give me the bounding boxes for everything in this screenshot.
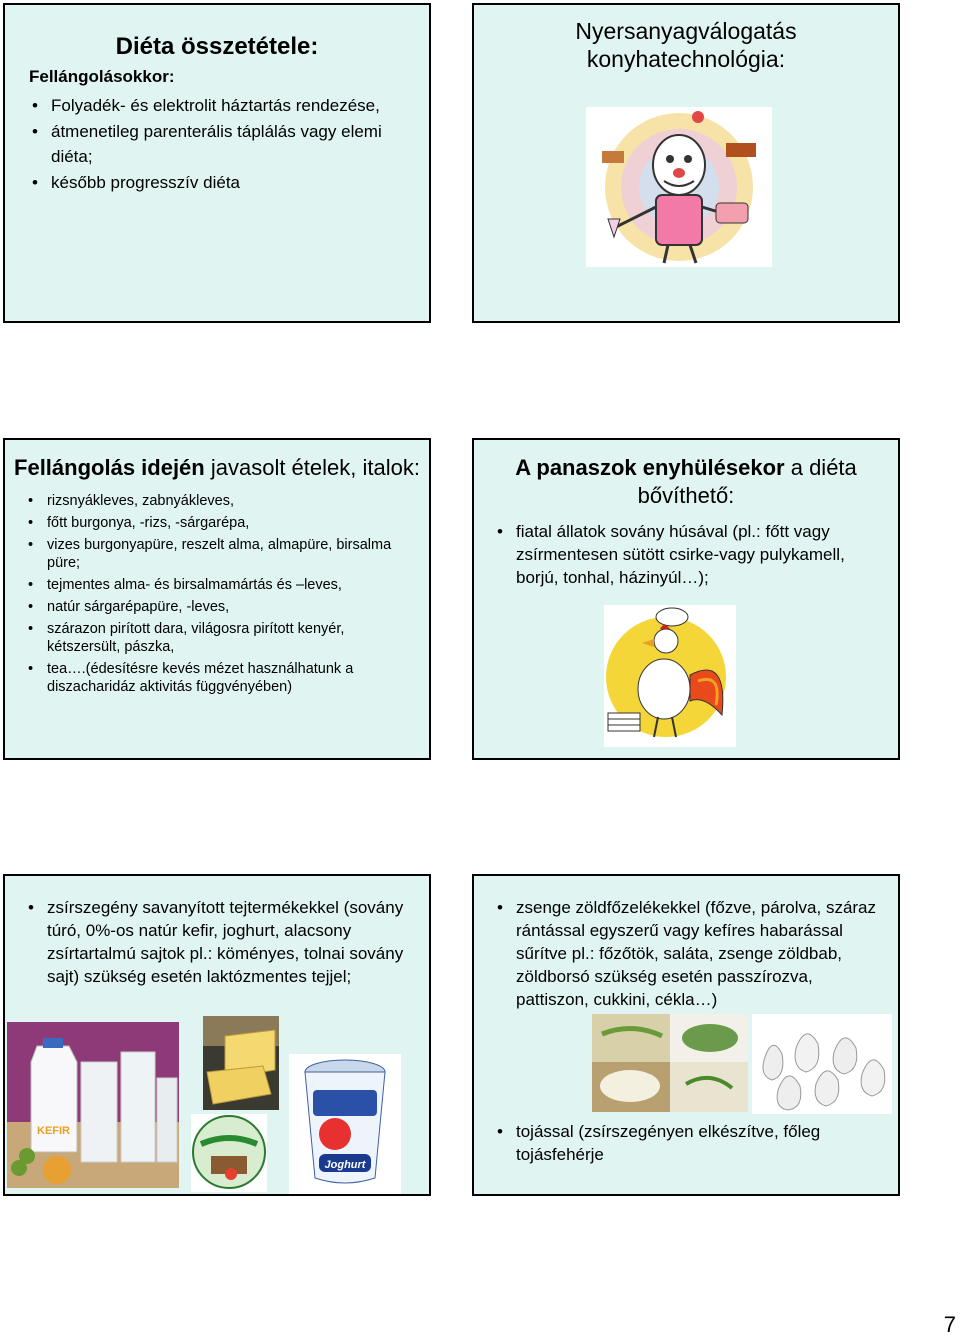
bullet-list bbox=[25, 896, 415, 988]
list-item: • natúr sárgarépapüre, -leves, bbox=[25, 598, 415, 616]
slide-ingredient-selection bbox=[472, 3, 900, 323]
list-item: • később progresszív diéta bbox=[29, 170, 411, 195]
list-item: • vizes burgonyapüre, reszelt alma, almapüre, birsalma püre; bbox=[25, 536, 415, 572]
bullet-list bbox=[494, 896, 884, 1011]
bullet-list bbox=[25, 492, 415, 696]
list-item: • Folyadék- és elektrolit háztartás rendezése, bbox=[29, 93, 411, 118]
list-item: • zsírszegény savanyított tejtermékekkel (sovány túró, 0%-os natúr kefir, joghurt, alacsony zsírtartalmú sajtok pl.: köményes, tolnai sovány sajt) szükség esetén laktózmentes tejjel; bbox=[25, 896, 415, 988]
chef-cartoon-image bbox=[586, 107, 772, 267]
rooster-chef-image bbox=[604, 605, 736, 747]
slide-title: A panaszok enyhülésekor a diéta bővíthető: bbox=[515, 455, 857, 508]
slide-title: Fellángolás idején javasolt ételek, italok: bbox=[14, 455, 420, 480]
joghurt-label: Joghurt bbox=[324, 1159, 366, 1171]
slide-subtitle: Fellángolásokkor: bbox=[29, 67, 175, 86]
slide-title bbox=[474, 17, 898, 73]
yogurt-cup-image bbox=[289, 1054, 401, 1194]
list-item: • átmenetileg parenterális táplálás vagy elemi diéta; bbox=[29, 119, 411, 169]
bullet-list bbox=[29, 93, 411, 195]
slide-title: Diéta összetétele: bbox=[115, 33, 319, 60]
page-number: 7 bbox=[943, 1312, 956, 1337]
slide-vegetables-eggs bbox=[472, 874, 900, 1196]
list-item: • fiatal állatok sovány húsával (pl.: főtt vagy zsírmentesen sütött csirke-vagy pulykamell, borjú, tonhal, házinyúl…); bbox=[494, 520, 884, 589]
slide-flare-foods bbox=[3, 438, 431, 760]
bullet-list bbox=[494, 1120, 884, 1166]
list-item: • szárazon pirított dara, világosra pirított kenyér, kétszersült, pászka, bbox=[25, 620, 415, 656]
list-item: • tea….(édesítésre kevés mézet használhatunk a diszacharidáz aktivitás függvényében) bbox=[25, 660, 415, 696]
bullet-list bbox=[494, 520, 884, 589]
cheese-image bbox=[203, 1016, 279, 1110]
cheese-package-image bbox=[191, 1114, 267, 1192]
eggshells-image bbox=[752, 1014, 892, 1114]
dairy-products-image bbox=[7, 1022, 179, 1188]
list-item: • rizsnyákleves, zabnyákleves, bbox=[25, 492, 415, 510]
list-item: • zsenge zöldfőzelékekkel (főzve, párolva, száraz rántással egyszerű vagy kefíres habarással sűrítve pl.: főzőtök, saláta, zsenge zöldbab, zöldborsó szükség esetén passzírozva, pattiszon, cukkini, cékla…) bbox=[494, 896, 884, 1011]
list-item: • tojással (zsírszegényen elkészítve, főleg tojásfehérje bbox=[494, 1120, 884, 1166]
list-item: • tejmentes alma- és birsalmamártás és –leves, bbox=[25, 576, 415, 594]
vegetables-image bbox=[592, 1014, 748, 1112]
title-line-1: Nyersanyagválogatás bbox=[575, 18, 797, 44]
slide-dairy bbox=[3, 874, 431, 1196]
title-line-2: konyhatechnológia: bbox=[586, 46, 786, 72]
list-item: • főtt burgonya, -rizs, -sárgarépa, bbox=[25, 514, 415, 532]
slide-diet-expansion bbox=[472, 438, 900, 760]
slide-diet-composition bbox=[3, 3, 431, 323]
kefir-label: KEFIR bbox=[37, 1125, 70, 1137]
